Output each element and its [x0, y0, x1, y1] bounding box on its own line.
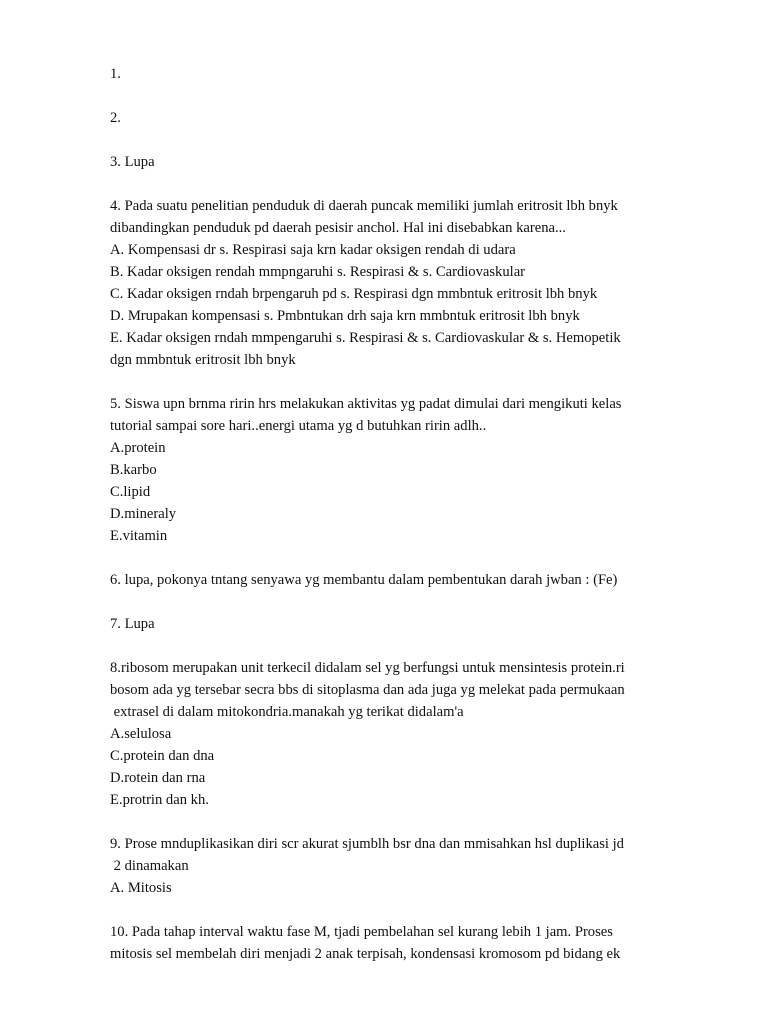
- blank-line: [110, 371, 670, 393]
- blank-line: [110, 173, 670, 195]
- text-line: E.vitamin: [110, 528, 168, 544]
- text-line: A.protein: [110, 440, 166, 456]
- text-line: E. Kadar oksigen rndah mmpengaruhi s. Respirasi & s. Cardiovaskular & s. Hemopetik: [110, 330, 621, 346]
- text-line: 8.ribosom merupakan unit terkecil didalam sel yg berfungsi untuk mensintesis protein.ri: [110, 660, 625, 676]
- text-line: 5. Siswa upn brnma ririn hrs melakukan aktivitas yg padat dimulai dari mengikuti kelas: [110, 396, 622, 412]
- text-line: tutorial sampai sore hari..energi utama yg d butuhkan ririn adlh..: [110, 418, 487, 434]
- text-line: 4. Pada suatu penelitian penduduk di daerah puncak memiliki jumlah eritrosit lbh bnyk: [110, 198, 618, 214]
- text-line: E.protrin dan kh.: [110, 792, 209, 808]
- blank-line: [110, 85, 670, 107]
- text-line: dgn mmbntuk eritrosit lbh bnyk: [110, 352, 296, 368]
- text-line: D.mineraly: [110, 506, 177, 522]
- text-line: 2 dinamakan: [110, 858, 189, 874]
- text-line: 3. Lupa: [110, 154, 155, 170]
- text-line: dibandingkan penduduk pd daerah pesisir anchol. Hal ini disebabkan karena...: [110, 220, 566, 236]
- blank-line: [110, 635, 670, 657]
- text-line: C.lipid: [110, 484, 151, 500]
- text-line: A.selulosa: [110, 726, 172, 742]
- text-line: 2.: [110, 110, 121, 126]
- text-line: A. Kompensasi dr s. Respirasi saja krn kadar oksigen rendah di udara: [110, 242, 516, 258]
- blank-line: [110, 811, 670, 833]
- text-line: B. Kadar oksigen rendah mmpngaruhi s. Respirasi & s. Cardiovaskular: [110, 264, 526, 280]
- text-line: B.karbo: [110, 462, 157, 478]
- blank-line: [110, 547, 670, 569]
- text-line: A. Mitosis: [110, 880, 172, 896]
- text-line: mitosis sel membelah diri menjadi 2 anak terpisah, kondensasi kromosom pd bidang ek: [110, 946, 621, 962]
- document-page: [110, 63, 670, 965]
- text-line: 10. Pada tahap interval waktu fase M, tjadi pembelahan sel kurang lebih 1 jam. Proses: [110, 924, 613, 940]
- text-line: 9. Prose mnduplikasikan diri scr akurat sjumblh bsr dna dan mmisahkan hsl duplikasi jd: [110, 836, 624, 852]
- text-line: C. Kadar oksigen rndah brpengaruh pd s. Respirasi dgn mmbntuk eritrosit lbh bnyk: [110, 286, 598, 302]
- text-line: 7. Lupa: [110, 616, 155, 632]
- blank-line: [110, 591, 670, 613]
- text-line: 6. lupa, pokonya tntang senyawa yg membantu dalam pembentukan darah jwban : (Fe): [110, 572, 618, 588]
- text-line: D. Mrupakan kompensasi s. Pmbntukan drh saja krn mmbntuk eritrosit lbh bnyk: [110, 308, 580, 324]
- blank-line: [110, 129, 670, 151]
- text-line: bosom ada yg tersebar secra bbs di sitoplasma dan ada juga yg melekat pada permukaan: [110, 682, 625, 698]
- text-line: 1.: [110, 66, 121, 82]
- blank-line: [110, 899, 670, 921]
- text-line: D.rotein dan rna: [110, 770, 206, 786]
- text-line: C.protein dan dna: [110, 748, 215, 764]
- text-line: extrasel di dalam mitokondria.manakah yg terikat didalam'a: [110, 704, 464, 720]
